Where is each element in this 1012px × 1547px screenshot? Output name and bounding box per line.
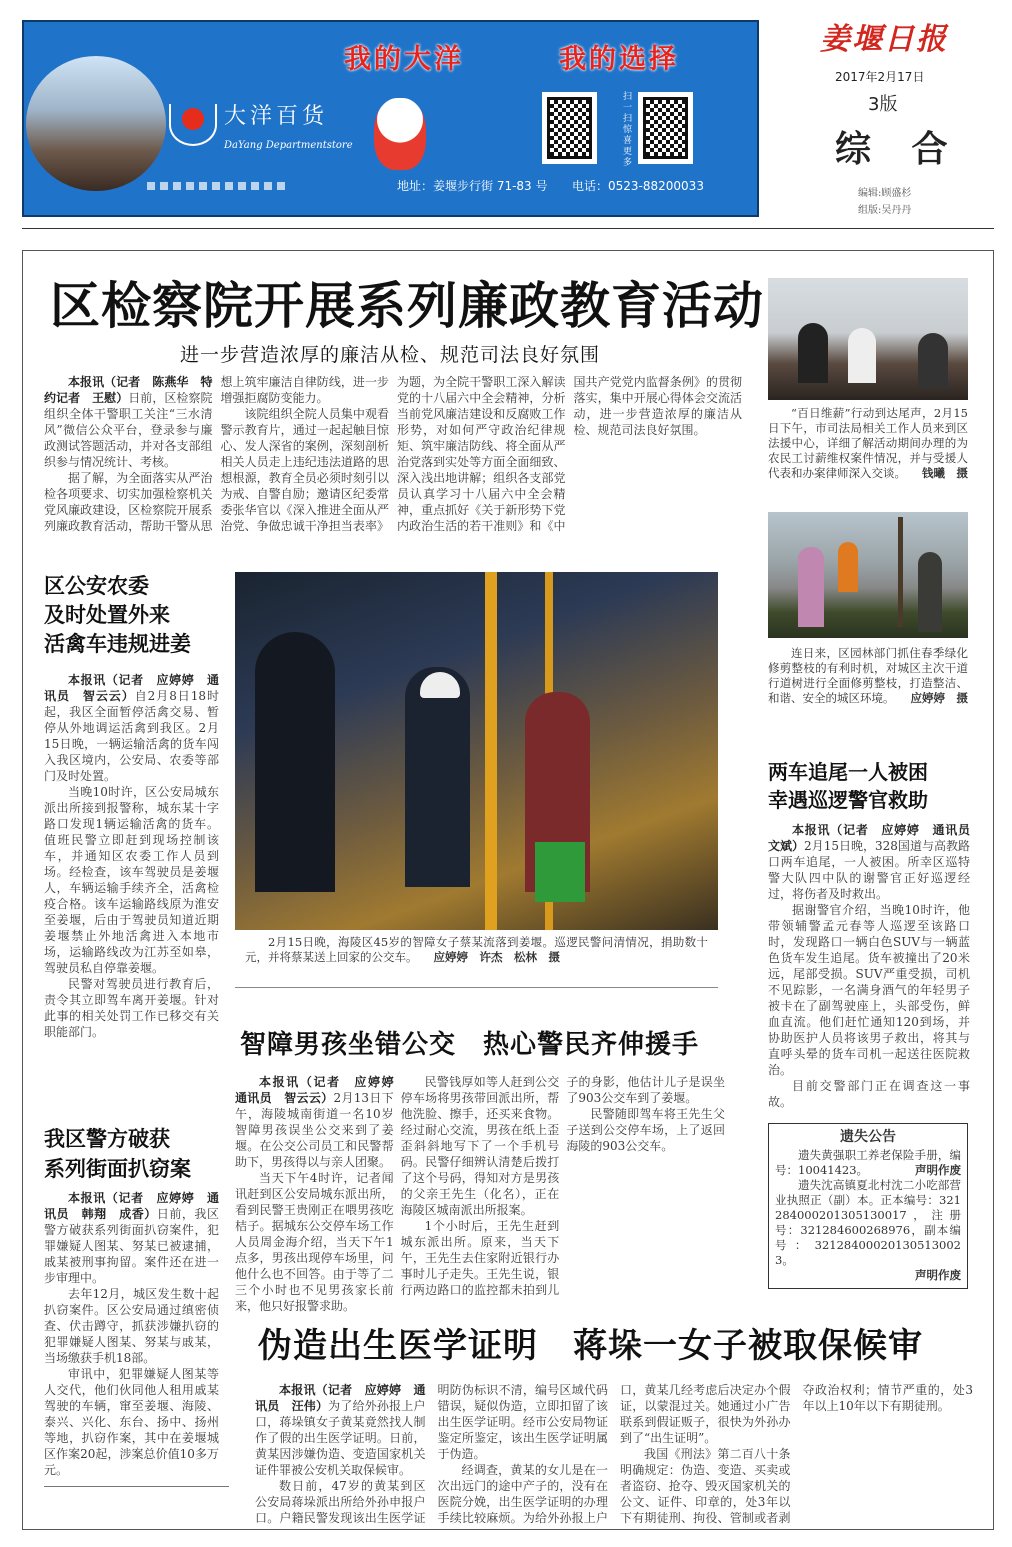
paragraph: 2月15日晚，328国道与高教路口两车追尾，一人被困。所幸区巡特警大队四中队的谢警官正好巡逻经过，将伤者及时救出。: [768, 839, 970, 901]
paragraph: 1个小时后，王先生赶到城东派出所。原来，当天下午，王先生去住家附近银行办事时儿子走失。王先生说，银行两边路口的监控都未拍到儿子的身影，他估计儿子是误坐了903公交车到了姜堰。: [400, 1075, 725, 1297]
ad-slogan-right: 我的选择: [559, 44, 679, 75]
byline: 本报讯（记者 应婷婷 通讯员 智云云）: [44, 673, 219, 703]
paragraph: 该院组织全院人员集中观看警示教育片，通过一起起触目惊心、发人深省的案例，深刻剖析相关人员走上违纪违法道路的思想根源，教育全员必须时刻引以为戒、自警自励；邀请区纪委常委张华官以《深入推进全面从严治党、争做忠诚干净担当表率》为题，为全院干警职工深入解读党的十八届六中全会精神，分析当前党风廉洁建设和反腐败工作形势，对如何严守政治纪律规矩、筑牢廉洁防线、将全面从严治党落到实处等方面全面细致、深入浅出地讲解；组织各支部党员认真学习十八届六中全会精神，重点抓好《关于新形势下党内政治生活的若干准则》和《中国共产党党内监督条例》的贯彻落实，集中开展心得体会交流活动，进一步营造浓厚的廉洁从检、规范司法良好氛围。: [220, 375, 742, 533]
layout-credit: 组版:吴丹丹: [858, 205, 912, 216]
ad-slogan-left: 我的大洋: [344, 44, 464, 75]
logo-sun-icon: [182, 108, 204, 130]
caption-divider: [235, 987, 718, 988]
story1-headline: 区检察院开展系列廉政教育活动: [50, 277, 764, 335]
notice-title: 遗失公告: [840, 1129, 896, 1145]
legal-aid-photo: [768, 278, 968, 400]
story3-headline: 智障男孩坐错公交 热心警民齐伸援手: [240, 1030, 700, 1060]
lost-notice-box: [768, 1123, 968, 1289]
page-number: 3版: [868, 94, 898, 115]
story6-body: [255, 1382, 973, 1526]
newspaper-logo: 姜堰日报: [820, 22, 948, 57]
byline: 本报讯（记者 陈燕华 特约记者 王慰）: [44, 375, 213, 405]
decorative-dots: [147, 182, 285, 190]
story4-body: [44, 1190, 219, 1480]
section-divider: [44, 1486, 229, 1487]
story2-headline: [44, 572, 191, 659]
headline-line: 活禽车违规进姜: [44, 632, 191, 656]
headline-line: 幸遇巡逻警官救助: [768, 788, 928, 812]
paragraph: 据谢警官介绍，当晚10时许，他带领辅警孟元春等人巡逻至该路口时，发现路口一辆白色SUV与一辆蓝色货车发生追尾。货车被撞出了20米远，尾部受损。SUV严重受损，司机不见踪影，一名满身酒气的年轻男子被卡在了副驾驶座上，头部受伤，鲜血直流。他们赶忙通知120到场，并协助医护人员将该男子救出，将其与直呼头晕的货车司机一起送往医院救治。: [768, 903, 970, 1077]
paragraph: 我国《刑法》第二百八十条明确规定：伪造、变造、买卖或者盗窃、抢夺、毁灭国家机关的公文、证件、印章的，处3年以下有期徒刑、拘役、管制或者剥夺政治权利；情节严重的，处3年以上10年以下有期徒刑。: [620, 1383, 973, 1525]
store-building-photo: [26, 56, 166, 191]
story5-body: [768, 822, 983, 1118]
photo-credit: 应婷婷 摄: [910, 691, 968, 705]
paragraph: 数日前，47岁的黄某到区公安局蒋垛派出所给外孙申报户口。户籍民警发现该出生医学证明防伪标识不清，编号区域代码错误，疑似伪造，立即扣留了该出生医学证明。经市公安局物证鉴定所鉴定，该出生医学证明属于伪造。: [255, 1383, 608, 1525]
paragraph: 自2月8日18时起，我区全面暂停活禽交易、暂停从外地调运活禽到我区。2月15日晚，一辆运输活禽的货车闯入我区境内，公安局、农委等部门及时处置。: [44, 689, 219, 783]
mascot-image: [374, 98, 426, 170]
paragraph: 2月13日下午，海陵城南街道一名10岁智障男孩误坐公交来到了姜堰。在公交公司员工和民警帮助下，男孩得以与亲人团聚。: [235, 1091, 394, 1169]
story5-headline: [768, 758, 928, 814]
tree-pruning-photo: [768, 512, 968, 638]
issue-date: 2017年2月17日: [835, 70, 925, 84]
headline-line: 及时处置外来: [44, 603, 170, 627]
paragraph: 日前，区检察院组织全体干警职工关注“三水清风”微信公众平台，登录参与廉政测试答题活动，并对各支部组织参与情况统计、考核。: [44, 391, 213, 469]
headline-line: 区公安农委: [44, 574, 149, 598]
notice-declaration: 声明作废: [915, 1163, 961, 1177]
paragraph: 民警对驾驶员进行教育后，责令其立即驾车离开姜堰。针对此事的相关处罚工作已移交有关职能部门。: [44, 977, 219, 1039]
photo-credit: 钱曦 摄: [922, 466, 968, 480]
paragraph: 为了给外孙报上户口，蒋垛镇女子黄某竟然找人制作了假的出生医学证明。日前，黄某因涉嫌伪造、变造国家机关证件罪被公安机关取保候审。: [255, 1399, 426, 1477]
headline-line: 我区警方破获: [44, 1127, 170, 1151]
story2-body: [44, 672, 219, 1112]
notice-item: 遗失沈高镇夏北村沈二小吃部营业执照正（副）本。正本编号：321284000201305130017，注册号：321284600268976，副本编号：321284000201305130023。: [775, 1178, 961, 1267]
legal-aid-caption: [768, 406, 968, 481]
story1-body: [44, 374, 742, 538]
paragraph: 民警随即驾车将王先生父子送到公交停车场，上了返回海陵的903公交车。: [566, 1107, 725, 1153]
paragraph: 经调查，黄某的女儿是在一次出远门的途中产子的，没有在医院分娩，出生医学证明的办理手续比较麻烦。为给外孙报上户口，黄某几经考虑后决定办个假证，以蒙混过关。她通过小广告联系到假证贩子，很快为外孙办到了“出生证明”。: [437, 1383, 791, 1525]
ad-phone: 电话：0523-88200033: [572, 179, 704, 193]
byline: 本报讯（记者 应婷婷 通讯员 文斌）: [768, 823, 983, 853]
scan-hint: 扫一扫惊喜更多: [623, 92, 633, 168]
story1-subhead: 进一步营造浓厚的廉洁从检、规范司法良好氛围: [180, 344, 601, 366]
byline: 本报讯（记者 应婷婷 通讯员 韩翔 成香）: [44, 1191, 219, 1221]
brand-name-en: DaYang Departmentstore: [224, 140, 353, 151]
paragraph: 当天下午4时许，记者闻讯赶到区公安局城东派出所，看到民警王贵刚正在喂男孩吃桔子。据城东公交停车场工作人员周金海介绍，当天下午1点多，男孩出现停车场里，问他什么也不回答。由于等了二三个小时也不见男孩家长前来，他只好报警求助。: [235, 1171, 394, 1313]
caption-text: 连日来，区园林部门抓住春季绿化修剪整枝的有利时机，对城区主次干道行道树进行全面修剪整枝，打造整洁、和谐、安全的城区环境。: [768, 646, 968, 705]
tree-pruning-caption: [768, 646, 968, 706]
paragraph: 目前交警部门正在调查这一事故。: [768, 1079, 970, 1109]
bus-photo: [235, 572, 718, 930]
advertisement-banner[interactable]: [22, 20, 759, 217]
brand-name: 大洋百货: [224, 104, 329, 129]
paragraph: 审讯中，犯罪嫌疑人图某等人交代，他们伙同他人租用戚某驾驶的车辆，窜至姜堰、海陵、泰兴、兴化、东台、扬中、扬州等地，扒窃作案，其中在姜堰城区作案20起，涉案总价值10多万元。: [44, 1367, 219, 1477]
paragraph: 据了解，为全面落实从严治检各项要求、切实加强检察机关党风廉政建设，区检察院开展系列廉政教育活动，帮助干警从思想上筑牢廉洁自律防线，进一步增强拒腐防变能力。: [44, 375, 389, 533]
notice-item: 遗失黄强职工养老保险手册，编号：10041423。: [775, 1148, 961, 1177]
headline-line: 两车追尾一人被困: [768, 760, 928, 784]
header-divider: [22, 228, 994, 229]
story3-body: [235, 1074, 725, 1314]
story6-headline: 伪造出生医学证明 蒋垛一女子被取保候审: [258, 1326, 923, 1366]
ad-address: 地址：姜堰步行街 71-83 号: [397, 179, 548, 193]
photo-credit: 应婷婷 许杰 松林 摄: [433, 950, 560, 964]
bus-photo-caption: [235, 935, 718, 965]
paragraph: 当晚10时许，区公安局城东派出所接到报警称，城东某十字路口发现1辆运输活禽的货车。值班民警立即赶到现场控制该车，并通知区农委工作人员到场。经检查，该车驾驶员是姜堰人，车辆运输手续齐全，活禽检疫合格。该车运输路线原为淮安至姜堰，后由于驾驶员知道近期姜堰禁止外地活禽进入本地市场，运输路线改为江苏至如皋，驾驶员私自停靠姜堰。: [44, 785, 219, 975]
editor-credit: 编辑:顾盛杉: [858, 188, 912, 199]
paragraph: 民警钱厚如等人赶到公交停车场将男孩带回派出所，帮他洗脸、擦手，还买来食物。经过耐心交流，男孩在纸上歪歪斜斜地写下了一个手机号码。民警仔细辨认清楚后拨打了这个号码，得知对方是男孩的父亲王先生（化名），正在海陵区城南派出所报案。: [400, 1075, 560, 1217]
byline: 本报讯（记者 应婷婷 通讯员 汪伟）: [255, 1383, 426, 1413]
qr-code-icon: [638, 92, 693, 164]
section-title: 综 合: [835, 128, 962, 170]
notice-declaration: 声明作废: [915, 1268, 961, 1282]
caption-text: 2月15日晚，海陵区45岁的智障女子蔡某流落到姜堰。巡逻民警问清情况，捐助数十元，并将蔡某送上回家的公交车。: [245, 935, 708, 964]
paragraph: 日前，我区警方破获系列街面扒窃案件，犯罪嫌疑人图某、努某已被逮捕，戚某被刑事拘留。案件还在进一步审理中。: [44, 1207, 219, 1285]
story4-headline: [44, 1124, 191, 1184]
caption-text: “百日维薪”行动到达尾声，2月15日下午，市司法局相关工作人员来到区法援中心，详细了解活动期间办理的为农民工讨薪维权案件情况，并与受援人代表和办案律师深入交谈。: [768, 406, 968, 480]
headline-line: 系列街面扒窃案: [44, 1157, 191, 1181]
qr-code-icon: [542, 92, 597, 164]
paragraph: 去年12月，城区发生数十起扒窃案件。区公安局通过缜密侦查、伏击蹲守，抓获涉嫌扒窃的犯罪嫌疑人图某、努某与戚某，当场缴获手机18部。: [44, 1287, 219, 1365]
byline: 本报讯（记者 应婷婷 通讯员 智云云）: [235, 1075, 406, 1105]
